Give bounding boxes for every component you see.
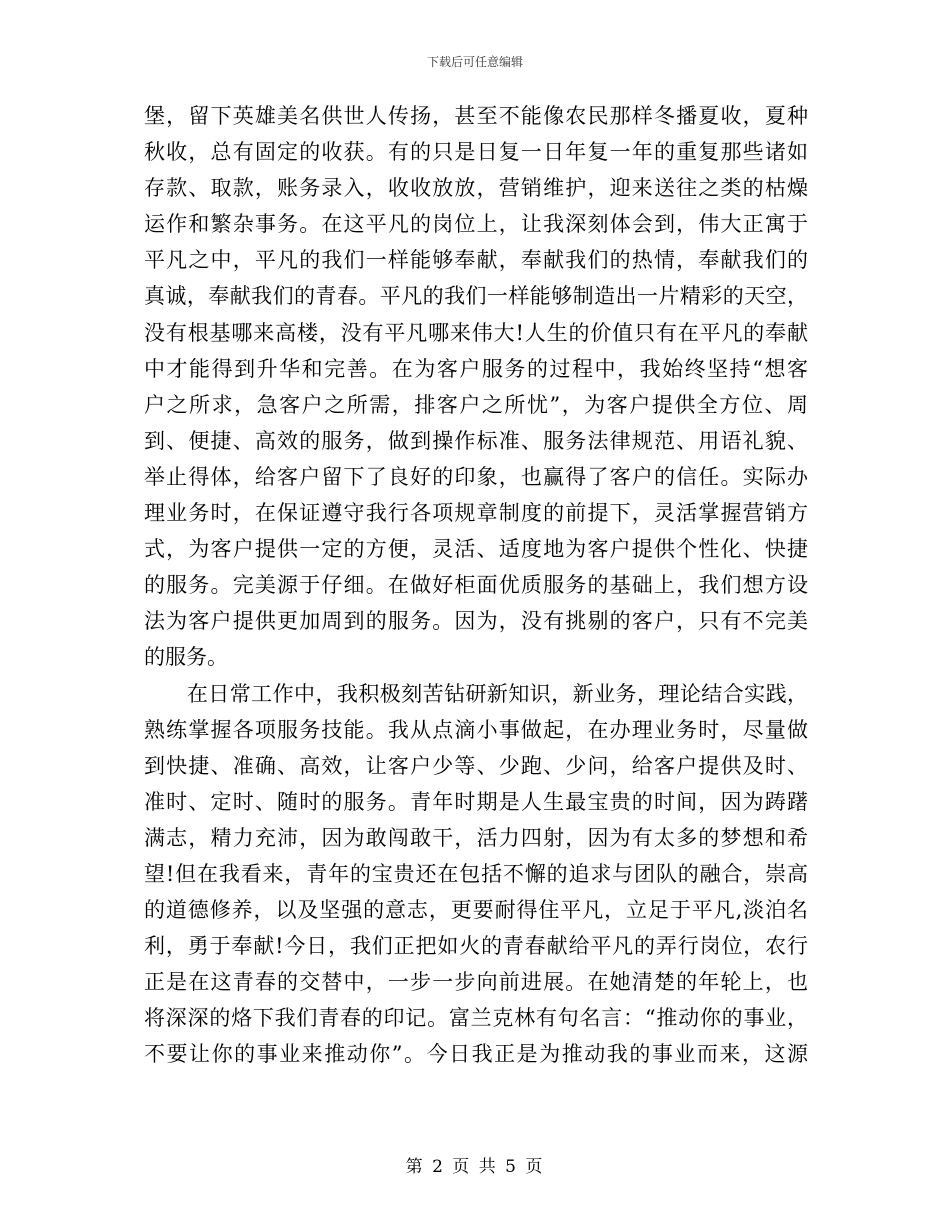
text-line: 式，为客户提供一定的方便，灵活、适度地为客户提供个性化、快捷: [144, 537, 808, 562]
text-line: 不要让你的事业来推动你”。今日我正是为推动我的事业而来，这源: [144, 1042, 808, 1067]
text-line: 准时、定时、随时的服务。青年时期是人生最宝贵的时间，因为踌躇: [144, 789, 808, 814]
text-line: 利，勇于奉献!今日，我们正把如火的青春献给平凡的弄行岗位，农行: [144, 934, 808, 959]
page-header: 下载后可任意编辑: [426, 55, 523, 69]
page-number: 第 2 页 共 5 页: [405, 1157, 545, 1177]
text-line: 平凡之中，平凡的我们一样能够奉献，奉献我们的热情，奉献我们的: [144, 248, 808, 273]
text-line: 到快捷、准确、高效，让客户少等、少跑、少问，给客户提供及时、: [144, 753, 808, 778]
text-line: 举止得体，给客户留下了良好的印象，也赢得了客户的信任。实际办: [144, 464, 808, 489]
text-line: 理业务时，在保证遵守我行各项规章制度的前提下，灵活掌握营销方: [144, 501, 808, 526]
text-line: 的服务。完美源于仔细。在做好柜面优质服务的基础上，我们想方设: [144, 573, 808, 598]
text-line: 的道德修养，以及坚强的意志，更要耐得住平凡，立足于平凡,淡泊名: [144, 898, 808, 923]
text-line: 熟练掌握各项服务技能。我从点滴小事做起，在办理业务时，尽量做: [144, 717, 808, 742]
text-line: 堡，留下英雄美名供世人传扬，甚至不能像农民那样冬播夏收，夏种: [144, 104, 808, 128]
text-line: 满志，精力充沛，因为敢闯敢干，活力四射，因为有太多的梦想和希: [144, 825, 808, 850]
text-line: 到、便捷、高效的服务，做到操作标准、服务法律规范、用语礼貌、: [144, 428, 808, 453]
text-line: 将深深的烙下我们青春的印记。富兰克林有句名言：“推动你的事业，: [144, 1006, 808, 1031]
text-line: 真诚，奉献我们的青春。平凡的我们一样能够制造出一片精彩的天空，: [144, 284, 808, 309]
document-body: [144, 98, 808, 1073]
text-line: 望!但在我看来，青年的宝贵还在包括不懈的追求与团队的融合，崇高: [144, 861, 808, 886]
text-line: 中才能得到升华和完善。在为客户服务的过程中，我始终坚持“想客: [144, 356, 808, 381]
text-line: 户之所求，急客户之所需，排客户之所忧”，为客户提供全方位、周: [144, 392, 808, 417]
text-line: 的服务。: [144, 645, 228, 670]
text-line: 存款、取款，账务录入，收收放放，营销维护，迎来送往之类的枯燥: [144, 176, 808, 201]
text-line: 正是在这青春的交替中，一步一步向前进展。在她清楚的年轮上，也: [144, 970, 808, 995]
text-line: 运作和繁杂事务。在这平凡的岗位上，让我深刻体会到，伟大正寓于: [144, 212, 808, 237]
text-line: 法为客户提供更加周到的服务。因为，没有挑剔的客户，只有不完美: [144, 609, 808, 634]
text-line: 秋收，总有固定的收获。有的只是日复一日年复一年的重复那些诸如: [144, 140, 808, 165]
text-line: 没有根基哪来高楼，没有平凡哪来伟大!人生的价值只有在平凡的奉献: [144, 320, 808, 345]
text-line: 在日常工作中，我积极刻苦钻研新知识，新业务，理论结合实践，: [144, 681, 808, 706]
